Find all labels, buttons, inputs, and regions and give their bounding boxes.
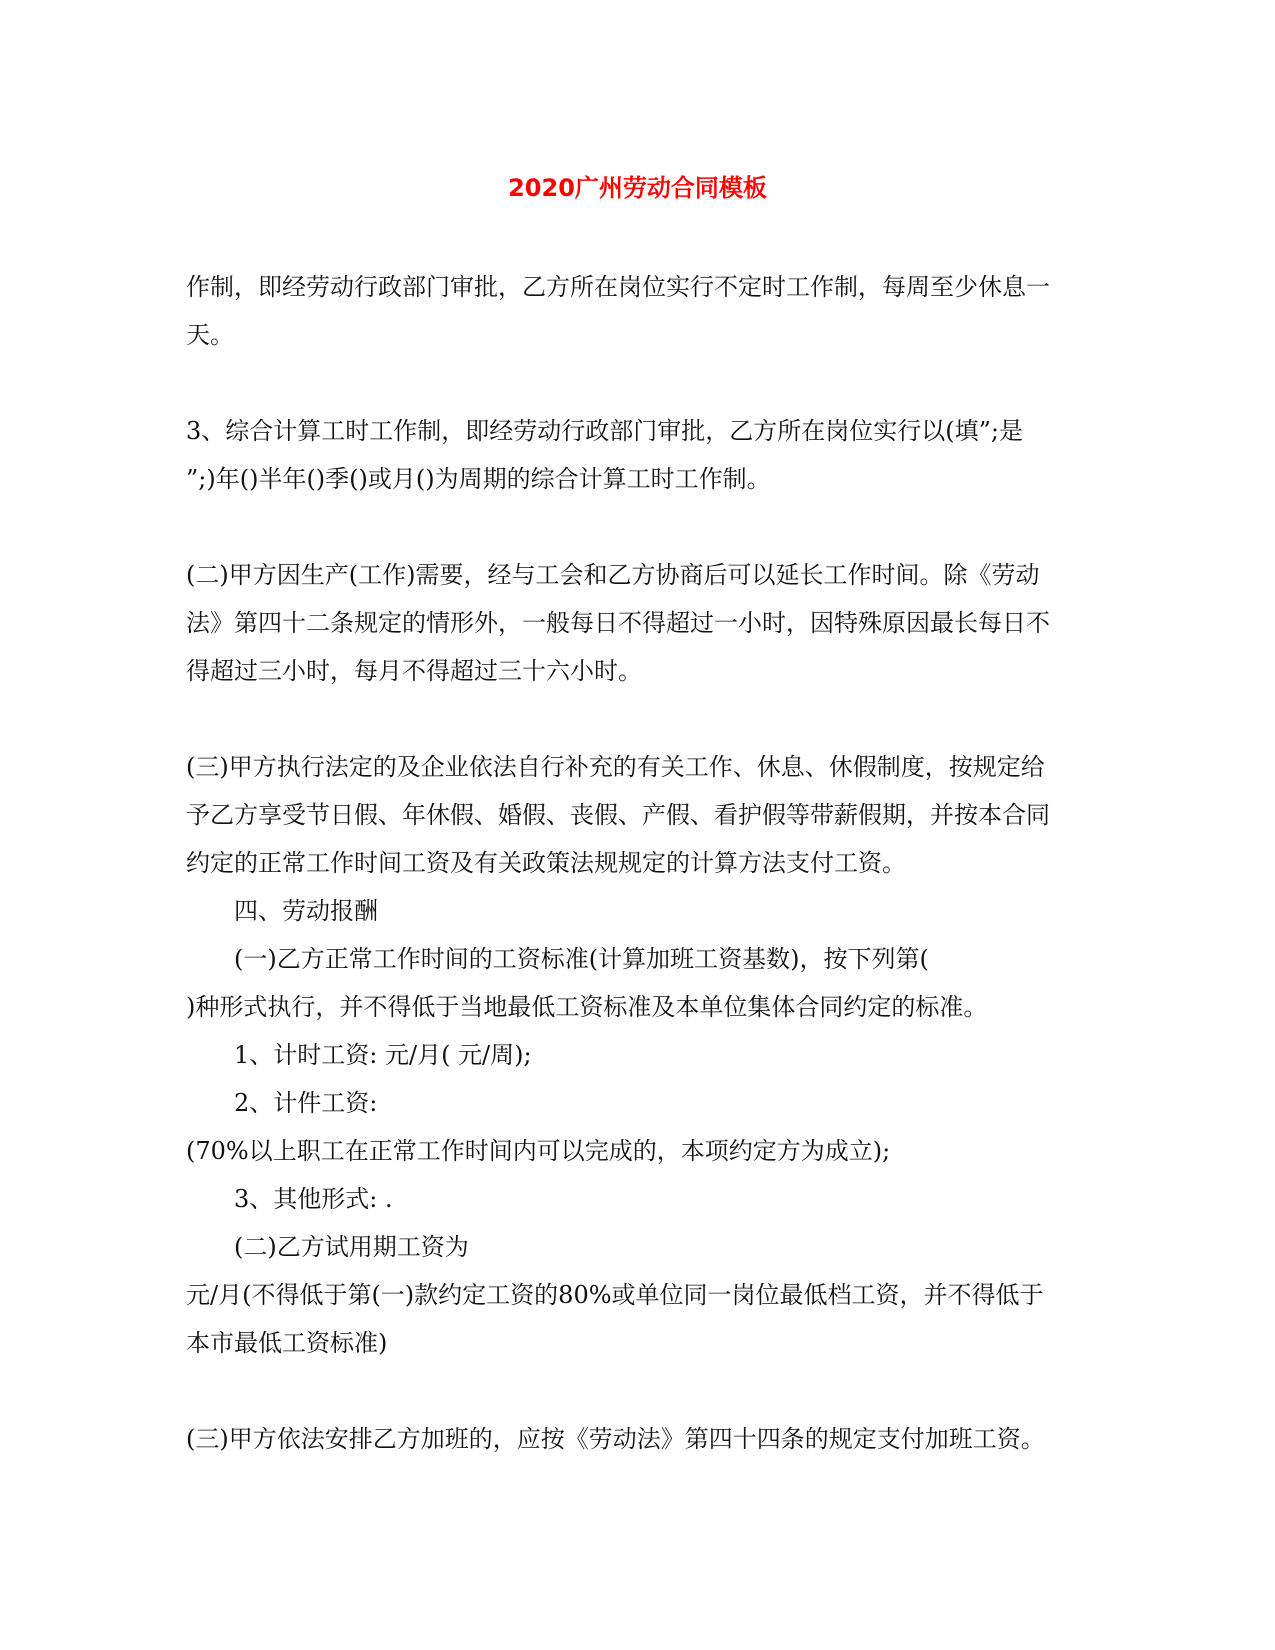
paragraph-line: 得超过三小时，每月不得超过三十六小时。 <box>186 657 642 685</box>
paragraph-line: (70%以上职工在正常工作时间内可以完成的，本项约定方为成立); <box>186 1137 891 1165</box>
paragraph-line: 元/月(不得低于第(一)款约定工资的80%或单位同一岗位最低档工资，并不得低于 <box>186 1281 1044 1309</box>
paragraph-gap <box>186 695 1086 743</box>
paragraph-line: 3、其他形式: . <box>234 1185 393 1213</box>
paragraph-line: 天。 <box>186 321 234 349</box>
paragraph-gap <box>186 359 1086 407</box>
paragraph-gap <box>186 503 1086 551</box>
paragraph-line: 2、计件工资: <box>234 1089 378 1117</box>
paragraph-line: 法》第四十二条规定的情形外，一般每日不得超过一小时，因特殊原因最长每日不 <box>186 609 1050 637</box>
paragraph-line: ”;)年()半年()季()或月()为周期的综合计算工时工作制。 <box>186 465 771 493</box>
document-body <box>186 263 1086 1463</box>
paragraph-line: (二)甲方因生产(工作)需要，经与工会和乙方协商后可以延长工作时间。除《劳动 <box>186 561 1040 589</box>
paragraph-line: (一)乙方正常工作时间的工资标准(计算加班工资基数)，按下列第( <box>234 945 929 973</box>
paragraph-line: (三)甲方执行法定的及企业依法自行补充的有关工作、休息、休假制度，按规定给 <box>186 753 1045 781</box>
section-heading: 四、劳动报酬 <box>234 897 378 925</box>
paragraph-line: 3、综合计算工时工作制，即经劳动行政部门审批，乙方所在岗位实行以(填”;是 <box>186 417 1023 445</box>
paragraph-line: 作制，即经劳动行政部门审批，乙方所在岗位实行不定时工作制，每周至少休息一 <box>186 273 1050 301</box>
paragraph-line: (二)乙方试用期工资为 <box>234 1233 469 1261</box>
paragraph-gap <box>186 1367 1086 1415</box>
paragraph-line: 本市最低工资标准) <box>186 1329 388 1357</box>
paragraph-line: 予乙方享受节日假、年休假、婚假、丧假、产假、看护假等带薪假期，并按本合同 <box>186 801 1050 829</box>
paragraph-line: 1、计时工资: 元/月( 元/周); <box>234 1041 532 1069</box>
document-title: 2020广州劳动合同模板 <box>508 174 767 202</box>
paragraph-line: 约定的正常工作时间工资及有关政策法规规定的计算方法支付工资。 <box>186 849 906 877</box>
paragraph-line: (三)甲方依法安排乙方加班的，应按《劳动法》第四十四条的规定支付加班工资。 <box>186 1425 1045 1453</box>
paragraph-line: )种形式执行，并不得低于当地最低工资标准及本单位集体合同约定的标准。 <box>186 993 988 1021</box>
